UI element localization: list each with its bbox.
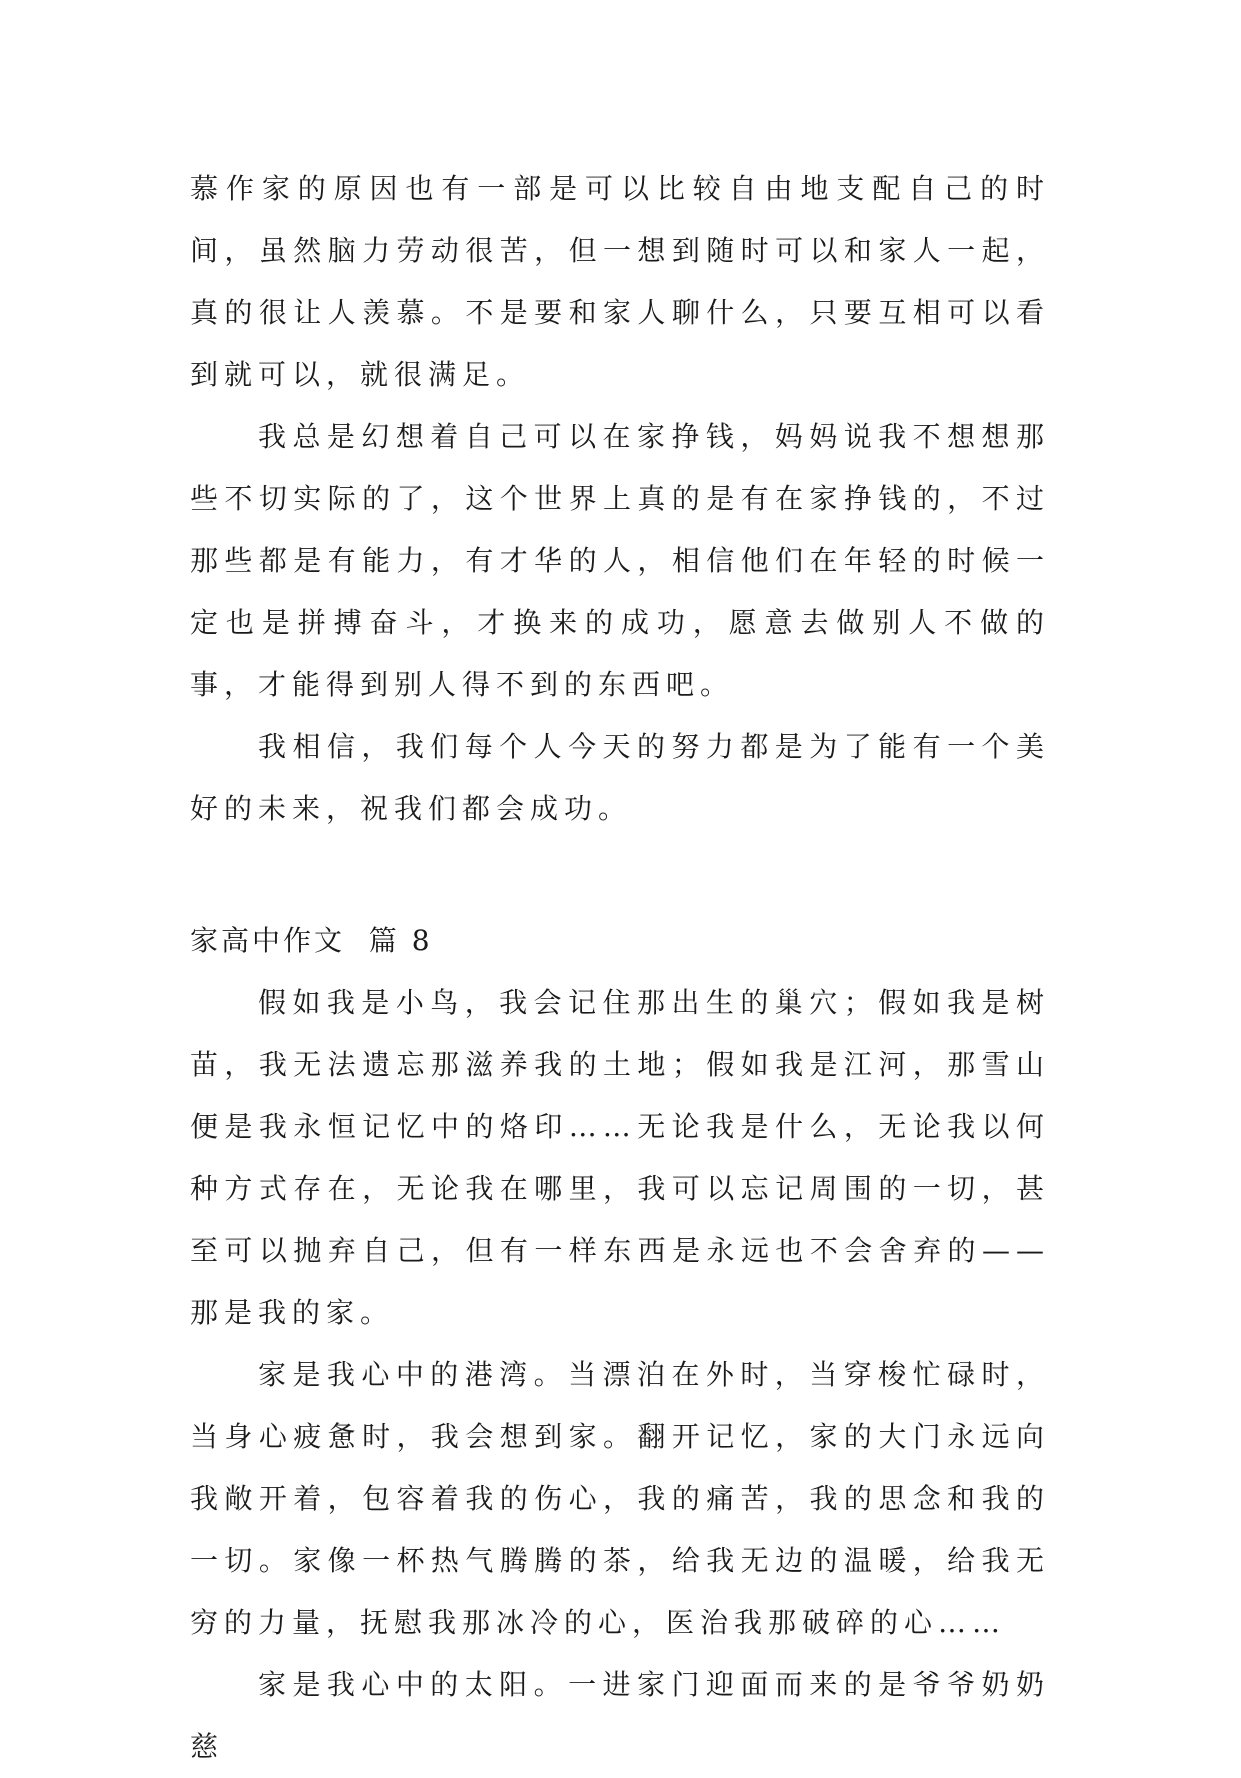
document-page: [190, 158, 1050, 1778]
paragraph: 家是我心中的港湾。当漂泊在外时，当穿梭忙碌时，当身心疲惫时，我会想到家。翻开记忆，家的大门永远向我敞开着，包容着我的伤心，我的痛苦，我的思念和我的一切。家像一杯热气腾腾的茶，给我无边的温暖，给我无穷的力量，抚慰我那冰冷的心，医治我那破碎的心……: [190, 1358, 1050, 1639]
paragraph: 慕作家的原因也有一部是可以比较自由地支配自己的时间，虽然脑力劳动很苦，但一想到随时可以和家人一起，真的很让人羡慕。不是要和家人聊什么，只要互相可以看到就可以，就很满足。: [190, 172, 1050, 391]
paragraph: 我总是幻想着自己可以在家挣钱，妈妈说我不想想那些不切实际的了，这个世界上真的是有在家挣钱的，不过那些都是有能力，有才华的人，相信他们在年轻的时候一定也是拼搏奋斗，才换来的成功，愿意去做别人不做的事，才能得到别人得不到的东西吧。: [190, 420, 1050, 701]
paragraph: 假如我是小鸟，我会记住那出生的巢穴；假如我是树苗，我无法遗忘那滋养我的土地；假如我是江河，那雪山便是我永恒记忆中的烙印……无论我是什么，无论我以何种方式存在，无论我在哪里，我可以忘记周围的一切，甚至可以抛弃自己，但有一样东西是永远也不会舍弃的——那是我的家。: [190, 986, 1050, 1329]
section-title: 家高中作文 篇 8: [190, 924, 433, 957]
paragraph: 家是我心中的太阳。一进家门迎面而来的是爷爷奶奶慈: [190, 1668, 1050, 1763]
paragraph: 我相信，我们每个人今天的努力都是为了能有一个美好的未来，祝我们都会成功。: [190, 730, 1050, 825]
